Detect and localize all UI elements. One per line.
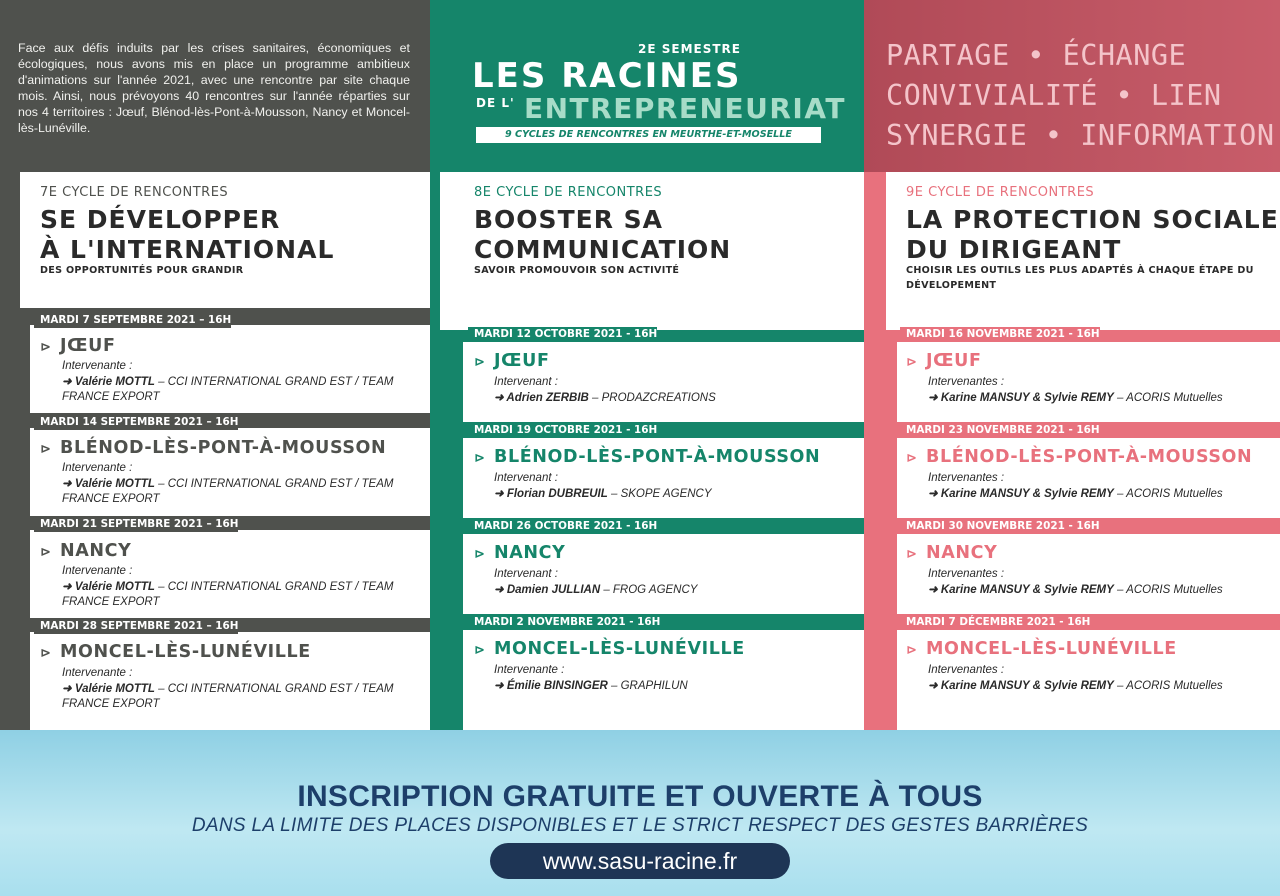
event-speaker: ➜ Karine MANSUY & Sylvie REMY – ACORIS Mutuelles (928, 584, 1223, 596)
triangle-icon: ⊳ (906, 355, 918, 370)
event-city: ⊳ NANCY (906, 543, 998, 563)
event-speaker: ➜ Karine MANSUY & Sylvie REMY – ACORIS Mutuelles (928, 392, 1223, 404)
tagline-line-2: CONVIVIALITÉ • LIEN (886, 79, 1222, 112)
event-city: ⊳ BLÉNOD-LÈS-PONT-À-MOUSSON (474, 447, 821, 467)
event-city: ⊳ MONCEL-LÈS-LUNÉVILLE (474, 639, 745, 659)
event-role: Intervenante : (62, 360, 133, 372)
triangle-icon: ⊳ (40, 545, 52, 560)
logo-de: DE L' (476, 96, 515, 110)
tagline (886, 36, 1275, 156)
tagline-line-3: SYNERGIE • INFORMATION (886, 119, 1275, 152)
triangle-icon: ⊳ (40, 442, 52, 457)
event-role: Intervenantes : (928, 664, 1005, 676)
cycle-7-title-2: À L'INTERNATIONAL (40, 235, 335, 264)
triangle-icon: ⊳ (474, 547, 486, 562)
cycle-8-subtitle: SAVOIR PROMOUVOIR SON ACTIVITÉ (474, 265, 680, 276)
event-date: MARDI 23 NOVEMBRE 2021 - 16H (900, 423, 1100, 438)
cycle-9-title-2: DU DIRIGEANT (906, 235, 1122, 264)
logo-entrepreneuriat: ENTREPRENEURIAT (524, 92, 846, 125)
inscription-limit-text: DANS LA LIMITE DES PLACES DISPONIBLES ET LE STRICT RESPECT DES GESTES BARRIÈRES (191, 815, 1089, 836)
event-role: Intervenant : (494, 568, 558, 580)
triangle-icon: ⊳ (474, 643, 486, 658)
event-date: MARDI 7 DÉCEMBRE 2021 - 16H (900, 615, 1090, 630)
event-speaker: ➜ Adrien ZERBIB – PRODAZCREATIONS (494, 392, 716, 404)
event-speaker: ➜ Karine MANSUY & Sylvie REMY – ACORIS Mutuelles (928, 680, 1223, 692)
event-date: MARDI 26 OCTOBRE 2021 - 16H (468, 519, 657, 534)
event-speaker: ➜ Valérie MOTTL – CCI INTERNATIONAL GRAND EST / TEAM FRANCE EXPORT (62, 581, 394, 608)
triangle-icon: ⊳ (40, 340, 52, 355)
event-date: MARDI 21 SEPTEMBRE 2021 – 16H (34, 517, 238, 532)
event-role: Intervenantes : (928, 472, 1005, 484)
event-date: MARDI 28 SEPTEMBRE 2021 – 16H (34, 619, 238, 634)
cycle-7-title-1: SE DÉVELOPPER (40, 205, 281, 234)
logo-cycles-banner: 9 CYCLES DE RENCONTRES EN MEURTHE-ET-MOSELLE (476, 127, 821, 143)
event-role: Intervenante : (494, 664, 565, 676)
cycle-8-label: 8E CYCLE DE RENCONTRES (474, 185, 663, 200)
event-city: ⊳ MONCEL-LÈS-LUNÉVILLE (40, 642, 311, 662)
event-speaker: ➜ Florian DUBREUIL – SKOPE AGENCY (494, 488, 712, 500)
event-date: MARDI 14 SEPTEMBRE 2021 – 16H (34, 415, 238, 430)
event-role: Intervenantes : (928, 568, 1005, 580)
cycle-9-label: 9E CYCLE DE RENCONTRES (906, 185, 1095, 200)
logo (472, 38, 846, 150)
triangle-icon: ⊳ (474, 355, 486, 370)
triangle-icon: ⊳ (906, 547, 918, 562)
event-date: MARDI 16 NOVEMBRE 2021 - 16H (900, 327, 1100, 342)
event-date: MARDI 12 OCTOBRE 2021 - 16H (468, 327, 657, 342)
event-city: ⊳ NANCY (474, 543, 566, 563)
logo-les-racines: LES RACINES (472, 56, 742, 96)
event-speaker: ➜ Valérie MOTTL – CCI INTERNATIONAL GRAND EST / TEAM FRANCE EXPORT (62, 683, 394, 710)
event-speaker: ➜ Émilie BINSINGER – GRAPHILUN (494, 680, 688, 692)
event-date: MARDI 7 SEPTEMBRE 2021 – 16H (34, 313, 231, 328)
event-city: ⊳ JŒUF (474, 351, 550, 371)
event-speaker: ➜ Valérie MOTTL – CCI INTERNATIONAL GRAND EST / TEAM FRANCE EXPORT (62, 478, 394, 505)
triangle-icon: ⊳ (906, 451, 918, 466)
event-speaker: ➜ Valérie MOTTL – CCI INTERNATIONAL GRAND EST / TEAM FRANCE EXPORT (62, 376, 394, 403)
event-city: ⊳ BLÉNOD-LÈS-PONT-À-MOUSSON (906, 447, 1253, 467)
triangle-icon: ⊳ (40, 646, 52, 661)
tagline-line-1: PARTAGE • ÉCHANGE (886, 39, 1187, 72)
event-city: ⊳ BLÉNOD-LÈS-PONT-À-MOUSSON (40, 438, 387, 458)
cycle-7-subtitle: DES OPPORTUNITÉS POUR GRANDIR (40, 265, 244, 276)
cycle-7-label: 7E CYCLE DE RENCONTRES (40, 185, 229, 200)
event-role: Intervenante : (62, 462, 133, 474)
cycle-9-subtitle: CHOISIR LES OUTILS LES PLUS ADAPTÉS À CHAQUE ÉTAPE DU DÉVELOPEMENT (906, 265, 1254, 291)
event-date: MARDI 2 NOVEMBRE 2021 - 16H (468, 615, 660, 630)
event-city: ⊳ NANCY (40, 541, 132, 561)
logo-semestre: 2E SEMESTRE (638, 42, 741, 56)
event-speaker: ➜ Karine MANSUY & Sylvie REMY – ACORIS Mutuelles (928, 488, 1223, 500)
website-link[interactable]: www.sasu-racine.fr (490, 843, 790, 879)
cycle-9-title-1: LA PROTECTION SOCIALE (906, 205, 1279, 234)
inscription-heading: INSCRIPTION GRATUITE ET OUVERTE À TOUS (297, 780, 983, 813)
event-role: Intervenantes : (928, 376, 1005, 388)
triangle-icon: ⊳ (906, 643, 918, 658)
event-role: Intervenant : (494, 472, 558, 484)
event-city: ⊳ JŒUF (40, 336, 116, 356)
event-role: Intervenante : (62, 565, 133, 577)
cycle-8-title-1: BOOSTER SA (474, 205, 664, 234)
event-speaker: ➜ Damien JULLIAN – FROG AGENCY (494, 584, 698, 596)
event-city: ⊳ JŒUF (906, 351, 982, 371)
cycle-8-title-2: COMMUNICATION (474, 235, 732, 264)
triangle-icon: ⊳ (474, 451, 486, 466)
event-role: Intervenante : (62, 667, 133, 679)
event-date: MARDI 19 OCTOBRE 2021 - 16H (468, 423, 657, 438)
event-city: ⊳ MONCEL-LÈS-LUNÉVILLE (906, 639, 1177, 659)
event-role: Intervenant : (494, 376, 558, 388)
intro-text: Face aux défis induits par les crises sanitaires, économiques et écologiques, nous avons mis en place un programme ambitieux d'animations sur l'année 2021, avec une rencontre par site chaque mois. Ainsi, nous prévoyons 40 rencontres sur l'année réparties sur nos 4 territoires : Jœuf, Blénod-lès-Pont-à-Mousson, Nancy et Moncel-lès-Lunéville. (18, 41, 410, 135)
event-date: MARDI 30 NOVEMBRE 2021 - 16H (900, 519, 1100, 534)
